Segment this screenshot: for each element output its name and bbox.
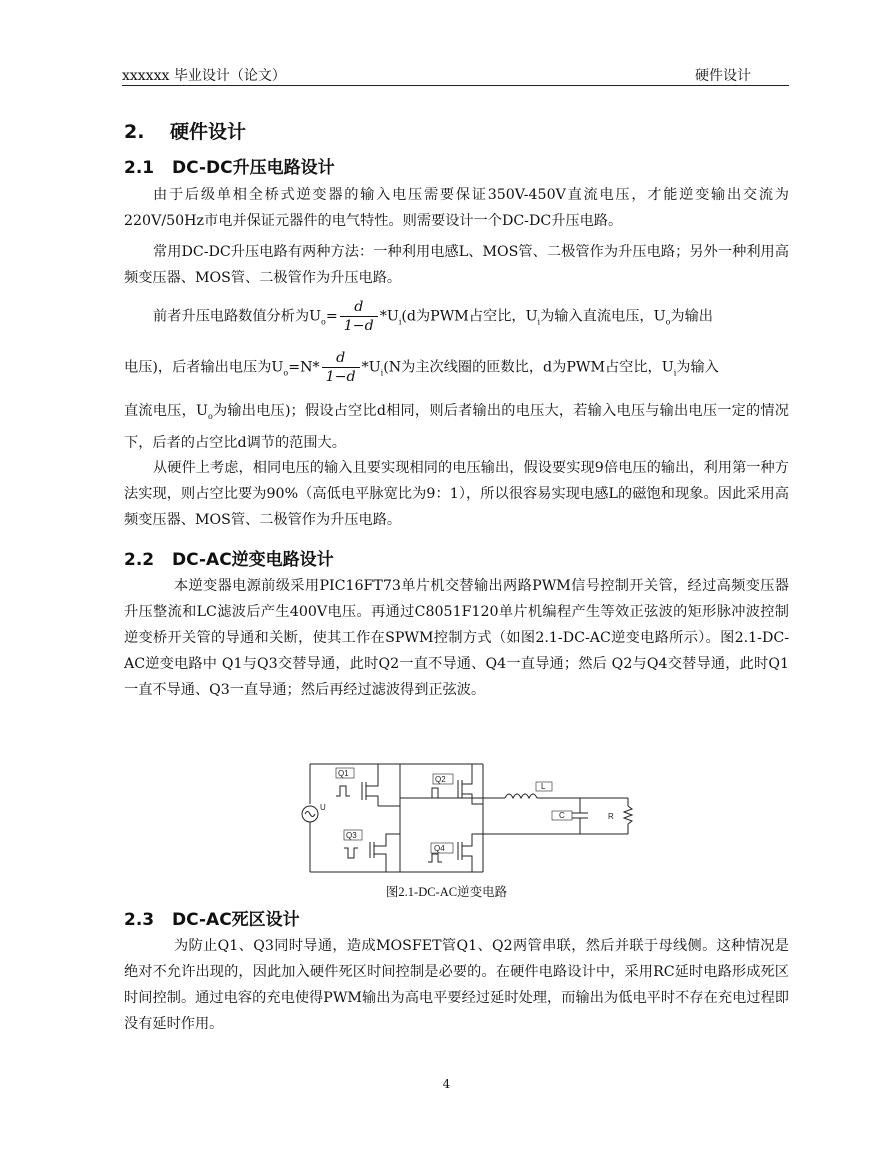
subsection-title: DC-DC升压电路设计 xyxy=(172,158,335,178)
formula-text: = xyxy=(325,308,338,325)
subsection-number: 2.1 xyxy=(124,158,155,178)
formula-text: (d为PWM占空比，U xyxy=(401,308,538,325)
paragraph-2-1-d: 从硬件上考虑，相同电压的输入且要实现相同的电压输出，假设要实现9倍电压的输出，利用第一种方法实现，则占空比要为90%（高低电平脉宽比为9：1），所以很容易实现电感L的磁饱和现象。因此采用高频变压器、MOS管、二极管作为升压电路。 xyxy=(124,460,789,528)
subsection-title: DC-AC逆变电路设计 xyxy=(172,550,334,570)
fraction-denominator: 1−d xyxy=(325,369,356,385)
subscript: o xyxy=(283,368,289,378)
formula-text: *U xyxy=(361,359,381,376)
subscript: o xyxy=(665,317,671,327)
fraction xyxy=(322,349,360,386)
formula-text: =N* xyxy=(288,359,320,376)
section-title: 硬件设计 xyxy=(170,121,247,143)
section-heading xyxy=(124,117,246,144)
formula-text: (N为主次线圈的匝数比，d为PWM占空比，U xyxy=(383,359,674,376)
subscript: i xyxy=(673,368,677,378)
subscript: o xyxy=(207,411,213,421)
formula-text: 为输入直流电压，U xyxy=(540,308,666,325)
inverter-circuit-diagram xyxy=(300,758,640,878)
text: 直流电压，U xyxy=(124,403,208,419)
header-thesis-title: xxxxxx 毕业设计（论文） xyxy=(122,68,286,84)
subsection-2-3-heading xyxy=(124,905,300,930)
pulse-icon xyxy=(344,848,358,858)
paragraph-2-2-a: 本逆变器电源前级采用PIC16FT73单片机交替输出两路PWM信号控制开关管，经过高频变压器升压整流和LC滤波后产生400V电压。再通过C8051F120单片机编程产生等效正弦波的矩形脉冲波控制逆变桥开关管的导通和关断，使其工作在SPWM控制方式（如图2.1-DC-AC逆变电路所示）。图2.1-DC-AC逆变电路中 Q1与Q3交替导通，此时Q2一直不导通、Q4一直导通；然后 Q2与Q4交替导通，此时Q1一直不导通、Q3一直导通；然后再经过滤波得到正弦波。 xyxy=(124,578,789,698)
label-c: C xyxy=(559,811,565,820)
label-u: U xyxy=(320,803,326,812)
inductor-icon xyxy=(505,794,537,798)
section-number: 2. xyxy=(124,121,145,143)
label-r: R xyxy=(608,812,614,821)
paragraph-2-1-c xyxy=(124,398,789,456)
subscript: i xyxy=(537,317,541,327)
subscript: i xyxy=(380,368,384,378)
pulse-icon xyxy=(428,788,442,798)
page-number: 4 xyxy=(442,1077,451,1091)
pulse-icon xyxy=(428,854,442,862)
mosfet-q1-icon xyxy=(366,764,378,806)
formula-text: 为输入 xyxy=(676,359,719,376)
paragraph-2-3-a: 为防止Q1、Q3同时导通，造成MOSFET管Q1、Q2两管串联，然后并联于母线侧。这种情况是绝对不允许出现的，因此加入硬件死区时间控制是必要的。在硬件电路设计中，采用RC延时电路形成死区时间控制。通过电容的充电使得PWM输出为高电平要经过延时处理，而输出为低电平时不存在充电过程即没有延时作用。 xyxy=(124,938,789,1032)
fraction xyxy=(340,298,378,335)
formula-text: *U xyxy=(379,308,399,325)
formula-text: 为输出 xyxy=(670,308,713,325)
subsection-2-1-heading xyxy=(124,153,335,178)
paragraph-2-1-a: 由于后级单相全桥式逆变器的输入电压需要保证350V-450V直流电压，才能逆变输出交流为220V/50Hz市电并保证元器件的电气特性。则需要设计一个DC-DC升压电路。 xyxy=(124,187,789,229)
subsection-number: 2.2 xyxy=(124,550,155,570)
sine-icon xyxy=(305,812,315,817)
formula-text: 前者升压电路数值分析为U xyxy=(153,308,322,325)
label-q3: Q3 xyxy=(346,831,357,840)
label-l: L xyxy=(541,782,546,791)
fraction-numerator: d xyxy=(340,298,378,317)
header-rule xyxy=(122,85,789,86)
mosfet-q3-icon xyxy=(374,834,400,872)
subsection-2-2-heading xyxy=(124,545,334,570)
mosfet-q4-icon xyxy=(462,834,483,872)
label-q1: Q1 xyxy=(338,769,349,778)
header-chapter-title: 硬件设计 xyxy=(695,68,751,84)
formula-line-2 xyxy=(124,349,789,386)
figure-caption: 图2.1-DC-AC逆变电路 xyxy=(385,885,508,899)
subsection-title: DC-AC死区设计 xyxy=(172,910,300,930)
subscript: o xyxy=(321,317,326,327)
fraction-numerator: d xyxy=(322,349,360,368)
text: 为输出电压)；假设占空比d相同，则后者输出的电压大，若输入电压与输出电压一定的情况下，后者的占空比d调节的范围大。 xyxy=(124,403,789,451)
pulse-icon xyxy=(336,786,350,796)
formula-text: 电压)，后者输出电压为U xyxy=(124,359,284,376)
formula-line-1 xyxy=(124,298,789,335)
label-q2: Q2 xyxy=(435,775,446,784)
label-q4: Q4 xyxy=(434,844,445,853)
subsection-number: 2.3 xyxy=(124,910,155,930)
paragraph-2-1-b: 常用DC-DC升压电路有两种方法：一种利用电感L、MOS管、二极管作为升压电路；另外一种利用高频变压器、MOS管、二极管作为升压电路。 xyxy=(124,244,789,286)
subscript: i xyxy=(398,317,402,327)
resistor-icon xyxy=(624,806,632,824)
fraction-denominator: 1−d xyxy=(343,318,374,334)
